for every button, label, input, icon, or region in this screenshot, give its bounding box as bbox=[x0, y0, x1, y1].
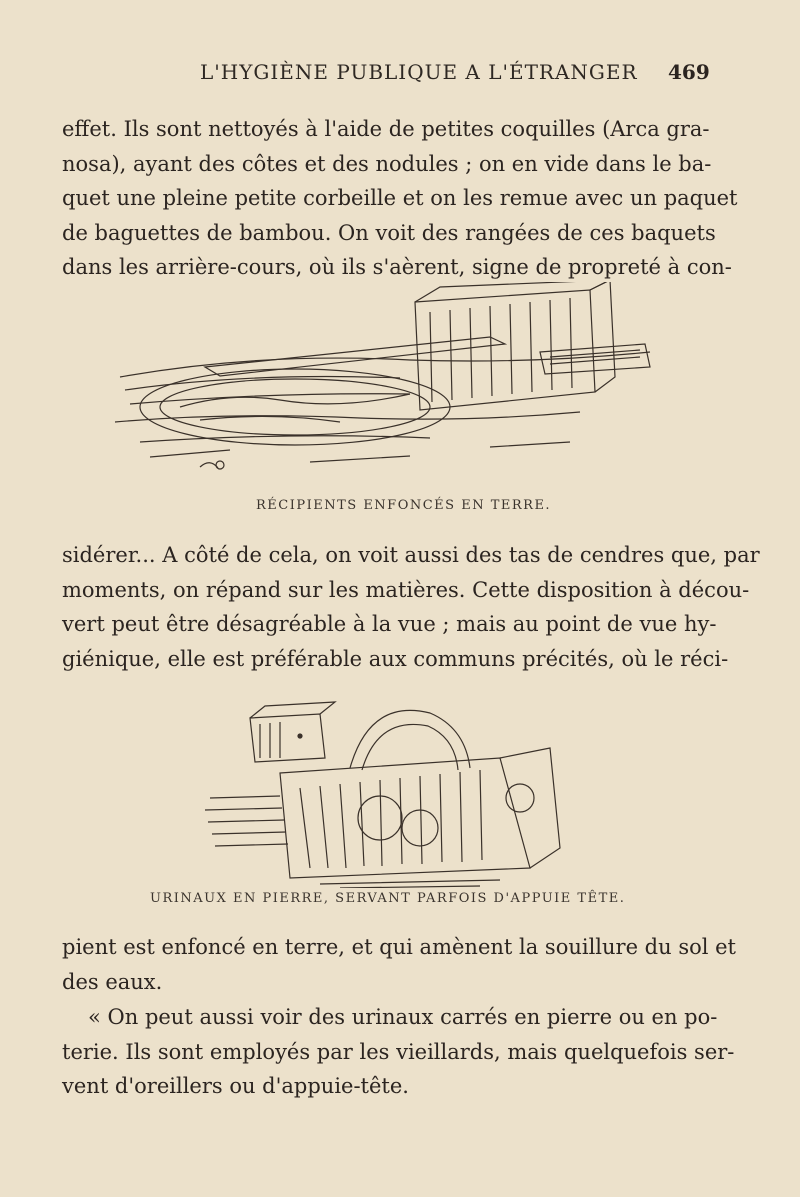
paragraph-2 bbox=[62, 538, 760, 676]
text-line: pient est enfoncé en terre, et qui amènent la souillure du sol et bbox=[62, 935, 736, 959]
text-line: vert peut être désagréable à la vue ; mais au point de vue hy- bbox=[62, 612, 717, 636]
text-line: terie. Ils sont employés par les vieillards, mais quelquefois ser- bbox=[62, 1039, 735, 1064]
text-line: moments, on répand sur les matières. Cette disposition à décou- bbox=[62, 577, 750, 602]
figure-2-caption: URINAUX EN PIERRE, SERVANT PARFOIS D'APPUIE TÊTE. bbox=[150, 891, 626, 906]
text-line: « On peut aussi voir des urinaux carrés en pierre ou en po- bbox=[88, 1005, 718, 1029]
paragraph-3 bbox=[62, 930, 736, 999]
page-number: 469 bbox=[668, 60, 710, 84]
figure-stone-urinals bbox=[200, 688, 580, 888]
text-line: giénique, elle est préférable aux communs précités, où le réci- bbox=[62, 646, 729, 671]
text-line: nosa), ayant des côtes et des nodules ; on en vide dans le ba- bbox=[62, 151, 712, 176]
text-line: quet une pleine petite corbeille et on les remue avec un paquet bbox=[62, 186, 738, 210]
text-line: de baguettes de bambou. On voit des rangées de ces baquets bbox=[62, 220, 716, 245]
figure-buried-receptacles bbox=[110, 282, 670, 492]
buried-receptacles-illustration bbox=[110, 282, 670, 492]
text-line: sidérer... A côté de cela, on voit aussi des tas de cendres que, par bbox=[62, 543, 760, 567]
text-line: dans les arrière-cours, où ils s'aèrent, signe de propreté à con- bbox=[62, 255, 732, 279]
paragraph-4 bbox=[62, 1000, 735, 1104]
text-line: des eaux. bbox=[62, 969, 163, 994]
text-line: vent d'oreillers ou d'appuie-tête. bbox=[62, 1074, 409, 1098]
running-title: L'HYGIÈNE PUBLIQUE A L'ÉTRANGER bbox=[200, 60, 638, 84]
paragraph-1 bbox=[62, 112, 738, 285]
figure-1-caption: RÉCIPIENTS ENFONCÉS EN TERRE. bbox=[256, 498, 552, 513]
stone-urinals-illustration bbox=[200, 688, 580, 888]
text-line: effet. Ils sont nettoyés à l'aide de petites coquilles (Arca gra- bbox=[62, 117, 710, 141]
